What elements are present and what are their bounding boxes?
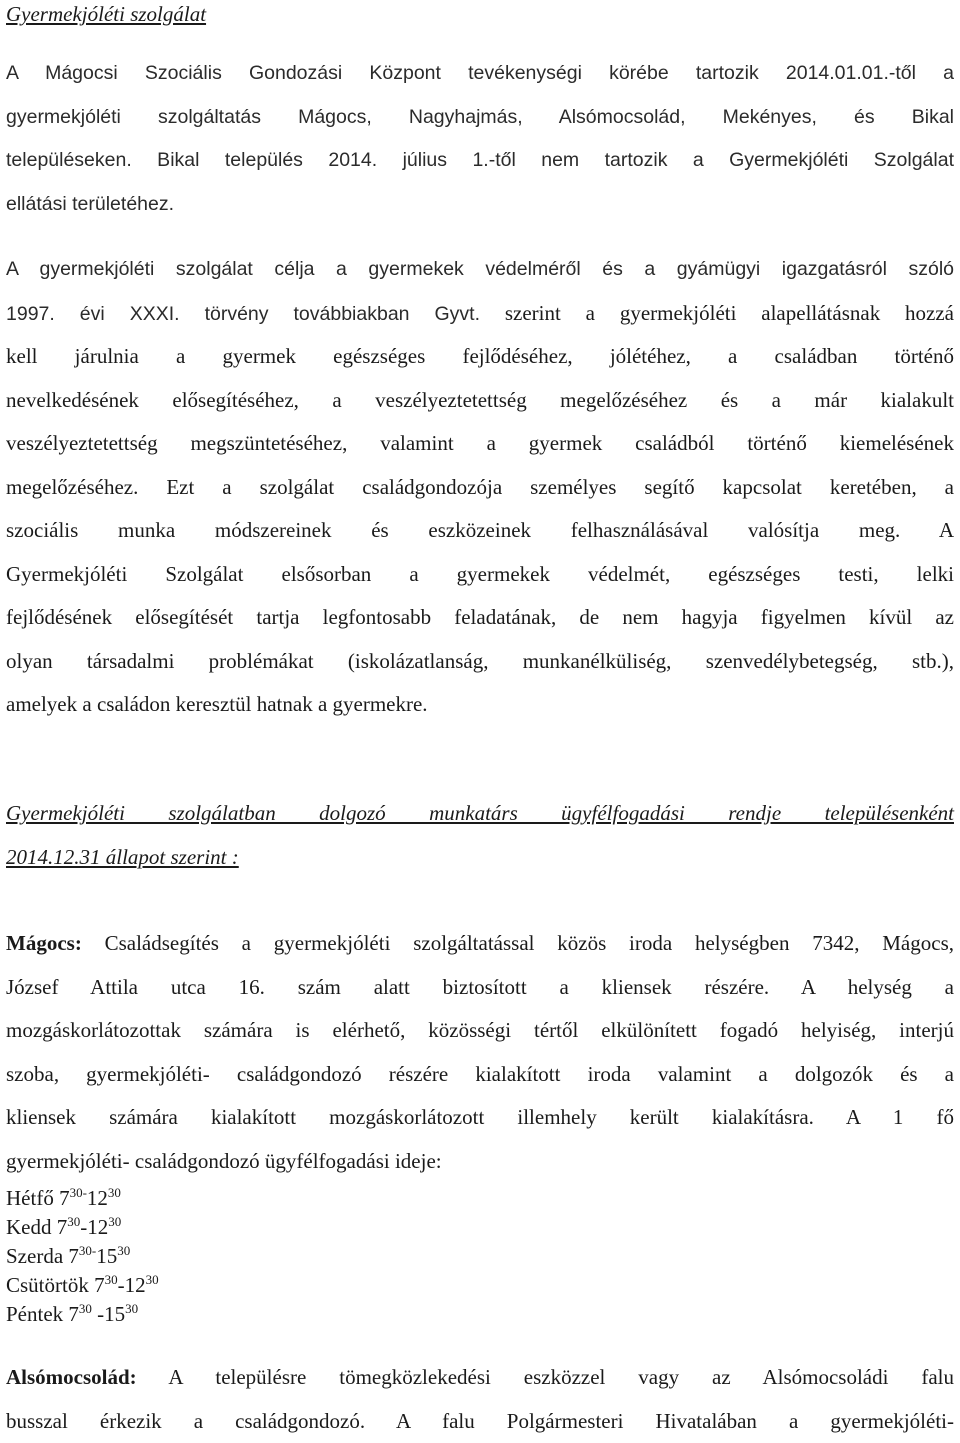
text-line: kell járulnia a gyermek egészséges fejlődéséhez, jólétéhez, a családban történő: [6, 335, 954, 379]
text-line: településeken. Bikal település 2014. július 1.-től nem tartozik a Gyermekjóléti Szolgálat: [6, 139, 954, 183]
schedule-row: [6, 1242, 159, 1271]
schedule-row: [6, 1271, 159, 1300]
settlement-label: Mágocs:: [6, 931, 82, 955]
text-line: szoba, gyermekjóléti- családgondozó részére kialakított iroda valamint a dolgozók és a: [6, 1053, 954, 1097]
start-minute: 30: [67, 1214, 80, 1229]
schedule-day: Péntek: [6, 1302, 63, 1326]
text-line: kliensek számára kialakított mozgáskorlátozott illemhely került kialakításra. A 1 fő: [6, 1096, 954, 1140]
office-hours-schedule: [6, 1184, 159, 1329]
text-line: ellátási területéhez.: [6, 183, 954, 227]
intro-paragraph: [6, 52, 954, 226]
text-fragment: szerint a gyermekjóléti alapellátásnak hozzá: [480, 301, 954, 325]
end-minute: 30: [108, 1185, 121, 1200]
start-minute: 30-: [70, 1185, 87, 1200]
start-minute: 30: [105, 1272, 118, 1287]
text-line: veszélyeztetettség megszüntetéséhez, valamint a gyermek családból történő kiemelésének: [6, 422, 954, 466]
end-hour: 12: [87, 1186, 108, 1210]
magocs-paragraph: [6, 922, 954, 1183]
text-line: nevelkedésének elősegítéséhez, a veszélyeztetettség megelőzéséhez és a már kialakult: [6, 379, 954, 423]
start-hour: 7: [57, 1215, 68, 1239]
start-hour: 7: [94, 1273, 105, 1297]
text-line: [6, 1356, 954, 1400]
text-line: olyan társadalmi problémákat (iskolázatlanság, munkanélküliség, szenvedélybetegség, stb.),: [6, 640, 954, 684]
text-line: mozgáskorlátozottak számára is elérhető, közösségi tértől elkülönített fogadó helyiség, interjú: [6, 1009, 954, 1053]
text-line: Gyermekjóléti Szolgálat elsősorban a gyermekek védelmét, egészséges testi, lelki: [6, 553, 954, 597]
text-line: busszal érkezik a családgondozó. A falu Polgármesteri Hivatalában a gyermekjóléti-: [6, 1400, 954, 1443]
separator: -: [118, 1273, 125, 1297]
schedule-day: Kedd: [6, 1215, 52, 1239]
text-fragment: A településre tömegközlekedési eszközzel vagy az Alsómocsoládi falu: [137, 1365, 954, 1389]
heading-line: Gyermekjóléti szolgálatban dolgozó munkatárs ügyfélfogadási rendje településenként: [6, 792, 954, 836]
text-fragment: Családsegítés a gyermekjóléti szolgáltatással közös iroda helységben 7342, Mágocs,: [82, 931, 954, 955]
text-line: gyermekjóléti- családgondozó ügyfélfogadási ideje:: [6, 1140, 954, 1184]
text-line: szociális munka módszereinek és eszközeinek felhasználásával valósítja meg. A: [6, 509, 954, 553]
text-line: gyermekjóléti szolgáltatás Mágocs, Nagyhajmás, Alsómocsolád, Mekényes, és Bikal: [6, 96, 954, 140]
schedule-row: [6, 1213, 159, 1242]
text-line: megelőzéséhez. Ezt a szolgálat családgondozója személyes segítő kapcsolat keretében, a: [6, 466, 954, 510]
page-title: Gyermekjóléti szolgálat: [6, 0, 206, 28]
settlement-label: Alsómocsolád:: [6, 1365, 137, 1389]
alsomocsolad-paragraph: [6, 1356, 954, 1443]
start-hour: 7: [68, 1302, 79, 1326]
start-minute: 30-: [79, 1243, 96, 1258]
text-line: A gyermekjóléti szolgálat célja a gyermekek védelméről és a gyámügyi igazgatásról szóló: [6, 248, 954, 292]
text-line: fejlődésének elősegítését tartja legfontosabb feladatának, de nem hagyja figyelmen kívül az: [6, 596, 954, 640]
text-line: amelyek a családon keresztül hatnak a gyermekre.: [6, 683, 954, 727]
end-hour: 15: [96, 1244, 117, 1268]
schedule-day: Szerda: [6, 1244, 63, 1268]
text-line: József Attila utca 16. szám alatt biztosított a kliensek részére. A helység a: [6, 966, 954, 1010]
text-line: [6, 292, 954, 336]
separator: -: [92, 1302, 104, 1326]
end-hour: 15: [104, 1302, 125, 1326]
end-minute: 30: [108, 1214, 121, 1229]
law-reference: 1997. évi XXXI. törvény továbbiakban Gyvt.: [6, 303, 480, 325]
schedule-day: Hétfő: [6, 1186, 54, 1210]
end-minute: 30: [125, 1301, 138, 1316]
text-line: A Mágocsi Szociális Gondozási Központ tevékenységi körébe tartozik 2014.01.01.-től a: [6, 52, 954, 96]
schedule-day: Csütörtök: [6, 1273, 89, 1297]
start-hour: 7: [68, 1244, 79, 1268]
end-minute: 30: [146, 1272, 159, 1287]
start-minute: 30: [79, 1301, 92, 1316]
purpose-paragraph: [6, 248, 954, 727]
heading-line: 2014.12.31 állapot szerint :: [6, 836, 954, 880]
schedule-row: [6, 1300, 159, 1329]
start-hour: 7: [59, 1186, 70, 1210]
separator: -: [80, 1215, 87, 1239]
end-hour: 12: [125, 1273, 146, 1297]
schedule-row: [6, 1184, 159, 1213]
section-heading: [6, 792, 954, 879]
end-hour: 12: [87, 1215, 108, 1239]
text-line: [6, 922, 954, 966]
end-minute: 30: [117, 1243, 130, 1258]
